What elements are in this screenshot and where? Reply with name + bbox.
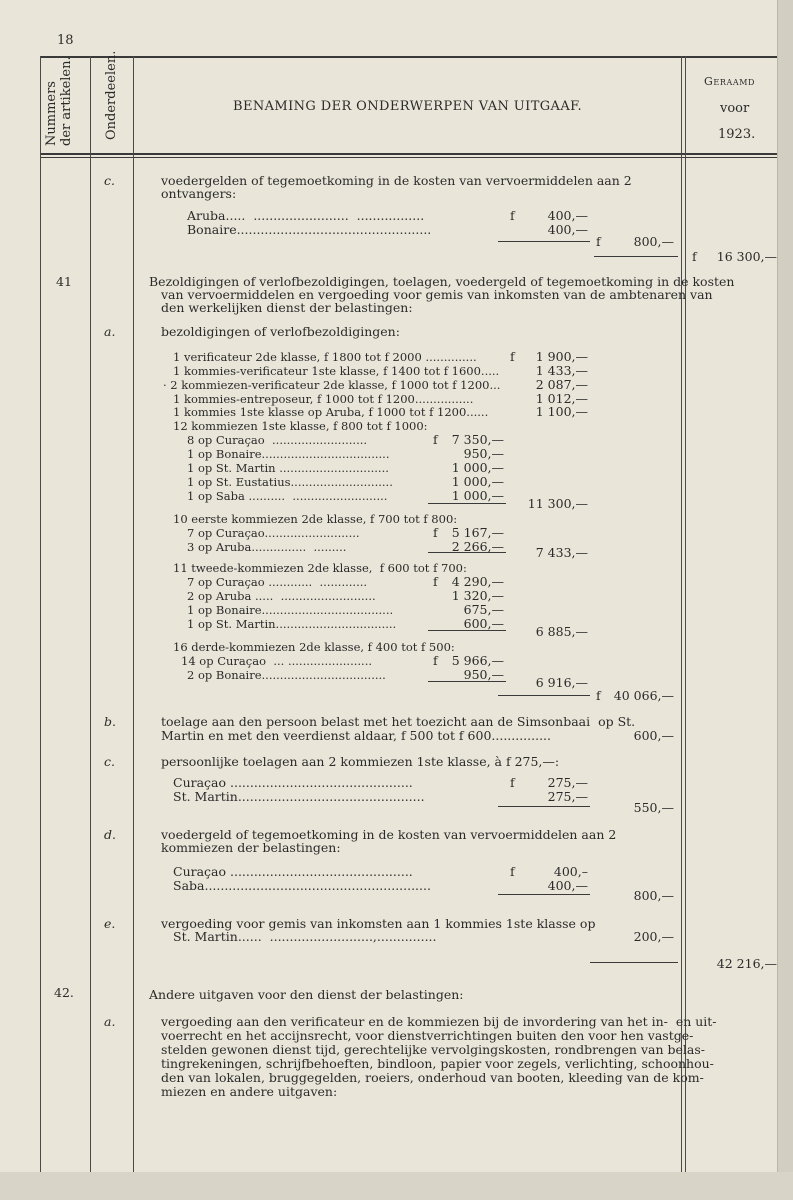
row-amount: 275,— (547, 789, 588, 804)
currency-mark: f (433, 432, 438, 447)
row-amount: 6 916,— (535, 675, 588, 690)
row-text: ontvangers: (161, 186, 237, 201)
row-amount: 7 350,— (451, 432, 504, 447)
row-text: 1 kommies-entreposeur, f 1000 tot f 1200................ (173, 392, 474, 406)
subitem-letter: a. (104, 324, 116, 339)
row-text: Andere uitgaven voor den dienst der belastingen: (149, 987, 464, 1002)
row-amount: 40 066,— (613, 688, 674, 703)
subitem-letter: c. (104, 754, 115, 769)
row-text: kommiezen der belastingen: (161, 840, 341, 855)
row-text: 3 op Aruba............... ......... (187, 540, 347, 554)
row-text: den van lokalen, bruggegelden, roeiers, onderhoud van booten, kleeding van de kom- (161, 1070, 704, 1085)
row-amount: 550,— (633, 800, 674, 815)
sum-rule (498, 695, 590, 696)
subitem-letter: d. (104, 827, 116, 842)
row-text: 7 op Curaçao ............ ............. (187, 575, 368, 589)
row-amount: 275,— (547, 775, 588, 790)
row-text: Bonaire................................................. (187, 222, 432, 237)
row-text: 1 verificateur 2de klasse, f 1800 tot f 2000 .............. (173, 350, 477, 364)
subitem-letter: c. (104, 173, 115, 188)
sum-rule (498, 241, 590, 242)
row-amount: 200,— (633, 929, 674, 944)
row-text: 10 eerste kommiezen 2de klasse, f 700 tot f 800: (173, 512, 458, 526)
row-text: 1 op St. Martin .............................. (187, 461, 389, 475)
row-amount: 7 433,— (535, 545, 588, 560)
row-text: 2 op Bonaire.................................. (187, 668, 386, 682)
article-number: 42. (54, 985, 74, 1000)
row-amount: 6 885,— (535, 624, 588, 639)
row-text: Curaçao .............................................. (173, 775, 413, 790)
row-text: St. Martin...... ..........................,............... (173, 929, 437, 944)
header-top-rule (40, 56, 777, 58)
row-amount: 11 300,— (527, 496, 588, 511)
row-text: Saba......................................................... (173, 878, 431, 893)
row-text: Curaçao .............................................. (173, 864, 413, 879)
row-text: 11 tweede-kommiezen 2de klasse, f 600 tot f 700: (173, 561, 467, 575)
currency-mark: f (510, 864, 515, 879)
row-text: persoonlijke toelagen aan 2 kommiezen 1ste klasse, à f 275,—: (161, 754, 560, 769)
sum-rule (428, 503, 506, 504)
row-amount: 400,– (553, 864, 588, 879)
header-voor: voor (720, 101, 750, 116)
row-text: Aruba..... ........................ ................. (187, 208, 425, 223)
row-text: 12 kommiezen 1ste klasse, f 800 tot f 1000: (173, 419, 428, 433)
header-year: 1923. (718, 127, 756, 142)
row-text: tingrekeningen, schrijfbehoeften, bindloon, papier voor zegels, verlichting, schoonhou- (161, 1056, 714, 1071)
row-text: 1 op Bonaire.................................... (187, 603, 394, 617)
row-amount: 800,— (633, 234, 674, 249)
sum-rule (498, 894, 590, 895)
row-amount: 950,— (463, 667, 504, 682)
row-amount: 1 012,— (535, 391, 588, 406)
header-bottom-rule (40, 153, 777, 155)
article-total: 42 216,— (716, 956, 777, 971)
row-amount: 2 266,— (451, 539, 504, 554)
row-text: vergoeding voor gemis van inkomsten aan 1 kommies 1ste klasse op (161, 916, 596, 931)
row-amount: 5 167,— (451, 525, 504, 540)
row-text: 1 kommies-verificateur 1ste klasse, f 1400 tot f 1600..... (173, 364, 500, 378)
row-text: 2 op Aruba ..... .......................... (187, 589, 376, 603)
header-onderdeelen: Onderdeelen. (104, 50, 119, 140)
currency-mark: f (510, 208, 515, 223)
row-amount: 1 320,— (451, 588, 504, 603)
currency-mark: f (433, 653, 438, 668)
row-amount: 1 100,— (535, 404, 588, 419)
row-amount: 1 900,— (535, 349, 588, 364)
row-text: bezoldigingen of verlofbezoldigingen: (161, 324, 400, 339)
subitem-letter: b. (104, 714, 116, 729)
currency-mark: f (596, 688, 601, 703)
subitem-letter: a. (104, 1014, 116, 1029)
row-amount: 600,— (633, 728, 674, 743)
page-edge-right (777, 0, 793, 1200)
row-amount: 400,— (547, 222, 588, 237)
row-text: 14 op Curaçao ... ....................... (181, 654, 373, 668)
row-amount: 675,— (463, 602, 504, 617)
column-rule-left (40, 56, 41, 1172)
row-text: den werkelijken dienst der belastingen: (161, 300, 413, 315)
sum-rule (594, 256, 678, 257)
sum-rule (428, 552, 506, 553)
header-benaming: BENAMING DER ONDERWERPEN VAN UITGAAF. (233, 99, 583, 114)
row-text: voerrecht en het accijnsrecht, voor dienstverrichtingen buiten den voor hen vastge- (161, 1028, 694, 1043)
row-text: 1 kommies 1ste klasse op Aruba, f 1000 tot f 1200...... (173, 405, 489, 419)
row-amount: 1 000,— (451, 474, 504, 489)
row-text: Martin en met den veerdienst aldaar, f 500 tot f 600............... (161, 728, 551, 743)
column-rule-onderdeelen (133, 56, 134, 1172)
column-rule-benaming-double (685, 56, 686, 1172)
row-amount: 400,— (547, 878, 588, 893)
row-amount: 1 000,— (451, 488, 504, 503)
row-amount: 4 290,— (451, 574, 504, 589)
row-amount: 2 087,— (535, 377, 588, 392)
row-text: miezen en andere uitgaven: (161, 1084, 338, 1099)
currency-mark: f (510, 349, 515, 364)
header-geraamd: Geraamd (704, 75, 756, 88)
row-text: vergoeding aan den verificateur en de kommiezen bij de invordering van het in- en uit- (161, 1014, 717, 1029)
row-text: voedergeld of tegemoetkoming in de kosten van vervoermiddelen aan 2 (161, 827, 617, 842)
row-amount: 400,— (547, 208, 588, 223)
row-amount: 1 000,— (451, 460, 504, 475)
row-text: 1 op Bonaire................................... (187, 447, 390, 461)
column-rule-nummers (90, 56, 91, 1172)
article-total: 16 300,— (716, 249, 777, 264)
page-number: 18 (57, 33, 74, 48)
column-rule-benaming (681, 56, 682, 1172)
sum-rule (428, 681, 506, 682)
row-text: toelage aan den persoon belast met het toezicht aan de Simsonbaai op St. (161, 714, 636, 729)
page-edge-bottom (0, 1172, 793, 1200)
row-amount: 600,— (463, 616, 504, 631)
sum-rule (428, 630, 506, 631)
header-nummers: Nummers der artikelen. (44, 56, 74, 146)
sum-rule (498, 806, 590, 807)
currency-mark: f (510, 775, 515, 790)
row-text: 1 op St. Eustatius............................ (187, 475, 393, 489)
sum-rule (590, 962, 678, 963)
row-text: 7 op Curaçao.......................... (187, 526, 360, 540)
row-text: St. Martin............................................... (173, 789, 425, 804)
header-bottom-rule-thin (40, 157, 777, 158)
row-text: 16 derde-kommiezen 2de klasse, f 400 tot f 500: (173, 640, 455, 654)
currency-mark: f (433, 525, 438, 540)
row-text: stelden gewonen dienst tijd, gerechtelijke vervolgingskosten, rondbrengen van belas- (161, 1042, 705, 1057)
row-text: Bezoldigingen of verlofbezoldigingen, toelagen, voedergeld of tegemoetkoming in de kosten (149, 274, 735, 289)
row-amount: 950,— (463, 446, 504, 461)
row-text: van vervoermiddelen en vergoeding voor gemis van inkomsten van de ambtenaren van (161, 287, 713, 302)
row-text: 8 op Curaçao .......................... (187, 433, 368, 447)
subitem-letter: e. (104, 916, 116, 931)
row-text: · 2 kommiezen-verificateur 2de klasse, f 1000 tot f 1200... (163, 378, 501, 392)
row-text: 1 op St. Martin................................. (187, 617, 397, 631)
row-amount: 800,— (633, 888, 674, 903)
row-text: voedergelden of tegemoetkoming in de kosten van vervoermiddelen aan 2 (161, 173, 632, 188)
currency-mark: f (433, 574, 438, 589)
row-amount: 1 433,— (535, 363, 588, 378)
currency-mark: f (692, 249, 697, 264)
row-amount: 5 966,— (451, 653, 504, 668)
article-number: 41 (56, 274, 72, 289)
currency-mark: f (596, 234, 601, 249)
row-text: 1 op Saba .......... .......................... (187, 489, 388, 503)
